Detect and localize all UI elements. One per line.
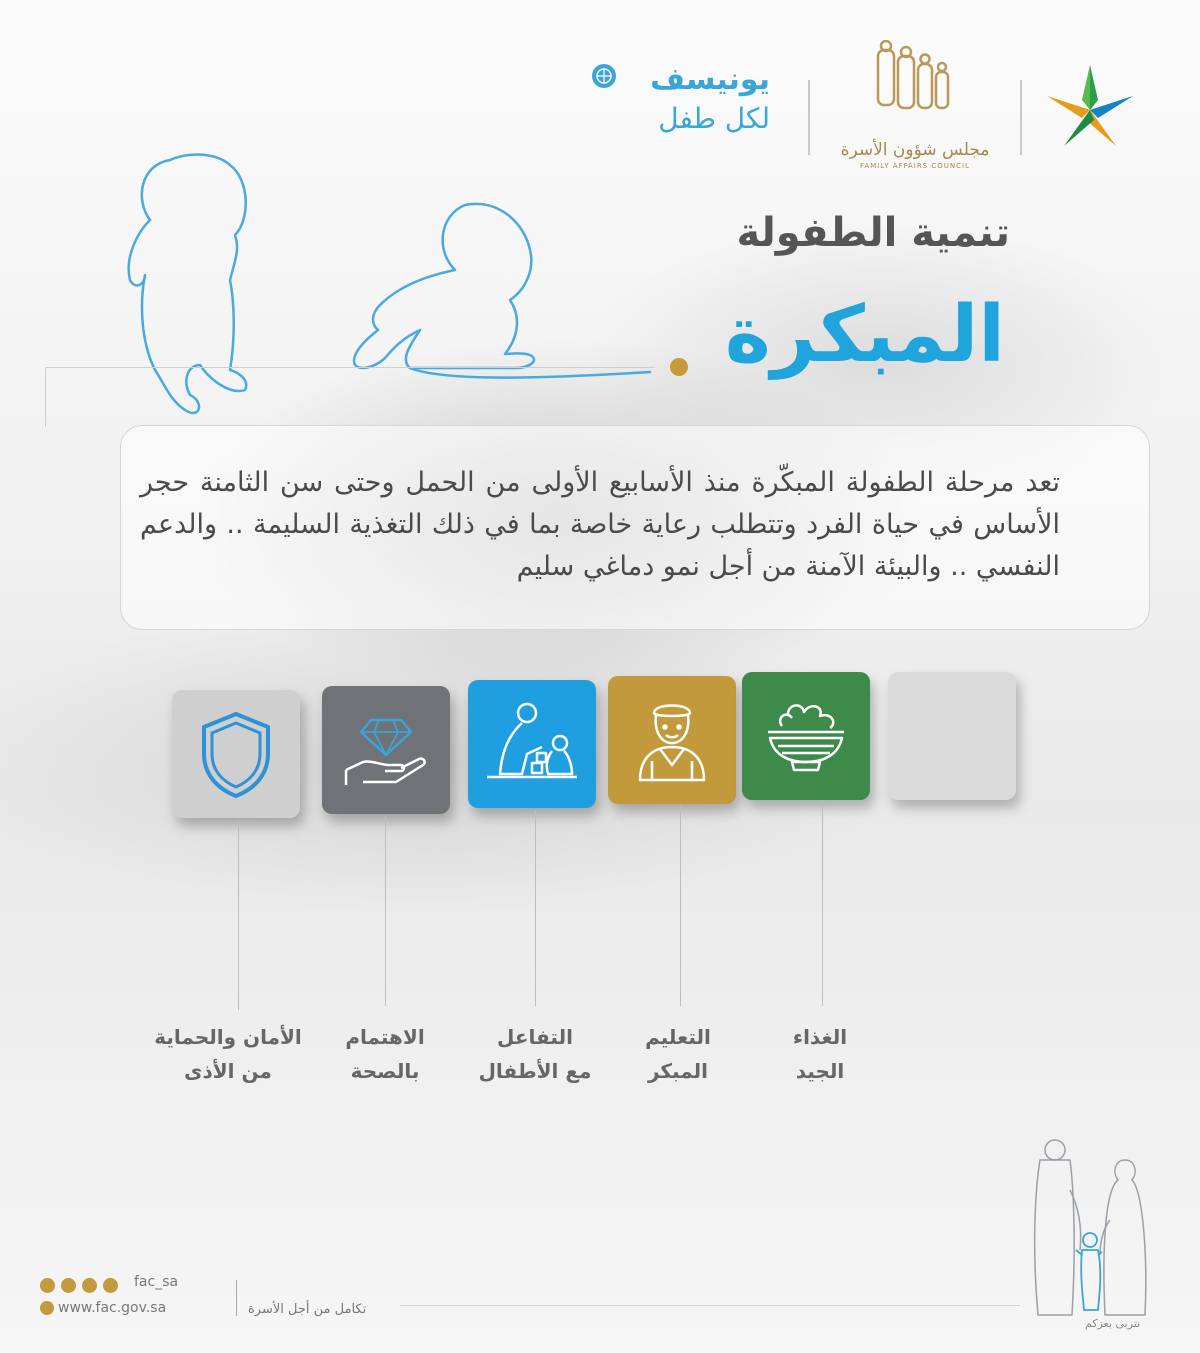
- unicef-line1: يونيسف: [650, 62, 770, 97]
- pillar-stem: [238, 820, 239, 1010]
- pillar-stem: [535, 810, 536, 1006]
- pillar-block-nutrition: [742, 672, 870, 800]
- pillar-label-line2: المبكر: [647, 1059, 708, 1083]
- baby-outlines-icon: [110, 140, 670, 440]
- fac-name: مجلس شؤون الأسرة: [840, 140, 990, 160]
- instagram-icon[interactable]: [40, 1278, 55, 1293]
- food-bowl-icon: [758, 696, 854, 776]
- pillar-block-education: [608, 676, 736, 804]
- pillar-block-health: [322, 686, 450, 814]
- footer: [40, 1272, 400, 1332]
- pillar-label-line1: الغذاء: [792, 1025, 848, 1049]
- pillar-blocks: [160, 660, 1040, 830]
- footer-line: [400, 1305, 1020, 1306]
- pillar-block-blank: [888, 672, 1016, 800]
- pillar-block-interaction: [468, 680, 596, 808]
- header-logos: [600, 40, 1140, 170]
- fac-name-en: FAMILY AFFAIRS COUNCIL: [860, 162, 970, 170]
- title-underline: [45, 367, 655, 368]
- family-illustration-icon: [1010, 1130, 1170, 1330]
- pillar-block-safety: [172, 690, 300, 818]
- unicef-line2: لكل طفل: [658, 102, 770, 135]
- title-underline-vertical: [45, 367, 46, 427]
- pillar-label-line2: مع الأطفال: [478, 1059, 592, 1083]
- title-dot: [670, 358, 688, 376]
- teacher-icon: [632, 695, 712, 785]
- facebook-icon[interactable]: [82, 1278, 97, 1293]
- parent-child-icon: [482, 699, 582, 789]
- description-text: تعد مرحلة الطفولة المبكّرة منذ الأسابيع الأولى من الحمل وحتى سن الثامنة حجر الأساس في حياة الفرد وتتطلب رعاية خاصة بما في ذلك التغذية السليمة .. والدعم النفسي .. والبيئة الآمنة من أجل نمو دماغي سليم: [140, 467, 1060, 582]
- website-link[interactable]: [40, 1300, 166, 1316]
- pillar-label-safety: [138, 1020, 318, 1088]
- social-handle[interactable]: fac_sa: [134, 1274, 179, 1290]
- globe-icon: [40, 1301, 54, 1315]
- family-caption: نتربى بعزكم: [1085, 1317, 1141, 1330]
- hand-diamond-icon: [341, 710, 431, 790]
- pillar-label-line1: الأمان والحماية: [154, 1025, 302, 1049]
- twitter-icon[interactable]: [103, 1278, 118, 1293]
- pillar-stem: [385, 816, 386, 1006]
- family-council-logo-icon: [870, 40, 960, 120]
- title-line2: المبكرة: [724, 290, 1005, 380]
- footer-divider: [236, 1280, 237, 1316]
- pillar-stem: [680, 806, 681, 1006]
- social-icons: [40, 1278, 118, 1293]
- pillar-label-line2: الجيد: [795, 1059, 845, 1083]
- title-line1: تنمية الطفولة: [736, 210, 1010, 256]
- pillar-label-line1: التعليم: [645, 1025, 711, 1049]
- pillar-label-line2: بالصحة: [350, 1059, 420, 1083]
- logo-divider: [1020, 80, 1022, 155]
- footer-slogan: تكامل من أجل الأسرة: [248, 1302, 367, 1317]
- pillar-label-nutrition: [730, 1020, 910, 1088]
- unicef-globe-icon: [590, 62, 618, 90]
- ministry-star-logo-icon: [1040, 60, 1140, 160]
- pillar-stem: [822, 800, 823, 1006]
- fac-logo: [830, 40, 1000, 170]
- logo-divider: [808, 80, 810, 155]
- youtube-icon[interactable]: [61, 1278, 76, 1293]
- pillar-label-line2: من الأذى: [184, 1059, 272, 1083]
- shield-icon: [196, 709, 276, 799]
- website-text[interactable]: www.fac.gov.sa: [58, 1300, 167, 1316]
- pillar-label-line1: التفاعل: [497, 1025, 573, 1049]
- pillar-label-line1: الاهتمام: [345, 1025, 425, 1049]
